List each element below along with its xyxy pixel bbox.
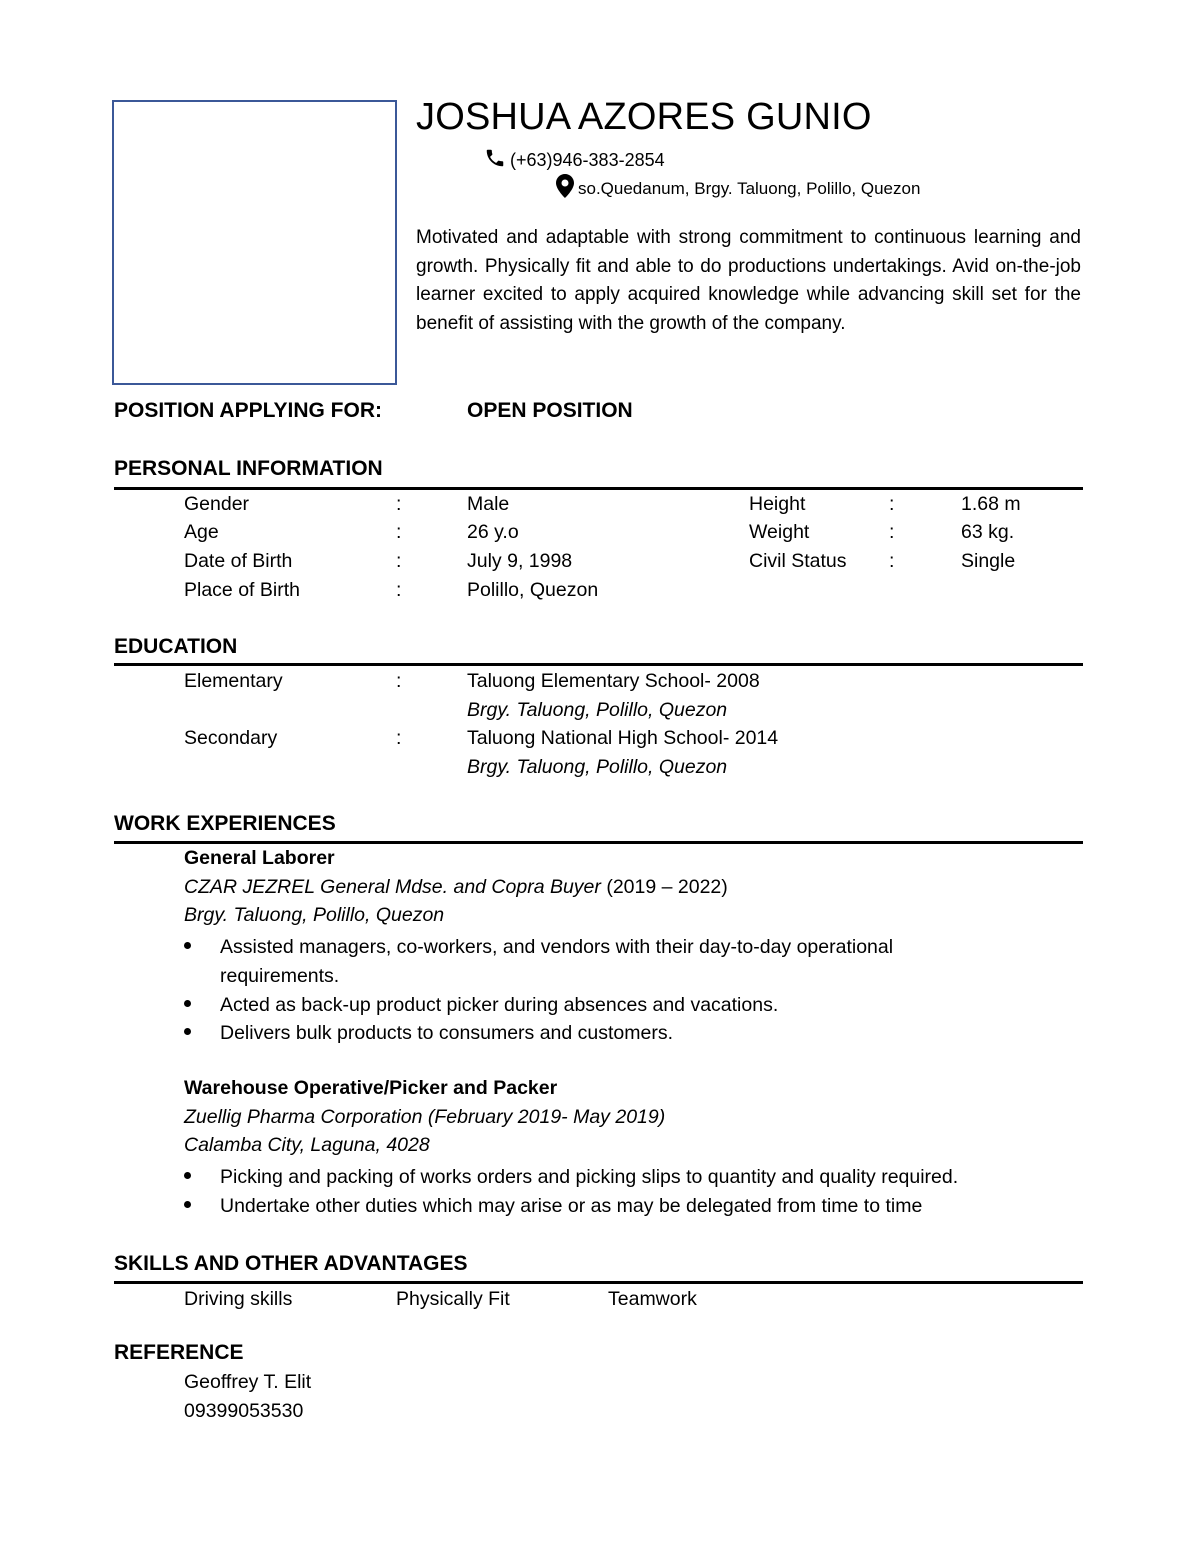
personal-label: Civil Status — [749, 550, 847, 572]
bullet-icon — [184, 942, 191, 949]
personal-value: July 9, 1998 — [467, 550, 573, 572]
bullet-icon — [184, 1201, 191, 1208]
personal-value: Single — [961, 550, 1016, 572]
personal-sep: : — [889, 493, 895, 515]
position-label: POSITION APPLYING FOR: — [114, 399, 382, 422]
personal-label: Height — [749, 493, 806, 515]
personal-sep: : — [889, 550, 895, 572]
list-item: Picking and packing of works orders and picking slips to quantity and quality required. — [184, 1163, 1084, 1192]
personal-value: 26 y.o — [467, 521, 519, 543]
education-sep: : — [396, 727, 402, 749]
personal-value: Male — [467, 493, 510, 515]
job-location: Brgy. Taluong, Polillo, Quezon — [184, 904, 445, 926]
personal-label: Weight — [749, 521, 810, 543]
list-item: Undertake other duties which may arise or as may be delegated from time to time — [184, 1192, 1084, 1221]
personal-sep: : — [396, 493, 402, 515]
reference-phone: 09399053530 — [184, 1400, 304, 1422]
job-role: Warehouse Operative/Picker and Packer — [184, 1077, 558, 1099]
job-period: (2019 – 2022) — [606, 876, 728, 898]
personal-label: Age — [184, 521, 219, 543]
personal-value: 1.68 m — [961, 493, 1021, 515]
bullet-icon — [184, 1028, 191, 1035]
position-value: OPEN POSITION — [467, 399, 633, 422]
job-company: Zuellig Pharma Corporation (February 2019- May 2019) — [184, 1106, 666, 1128]
section-divider — [114, 487, 1083, 490]
list-item: Delivers bulk products to consumers and customers. — [184, 1019, 1084, 1048]
job-company-line — [184, 876, 728, 899]
applicant-name: JOSHUA AZORES GUNIO — [416, 96, 872, 138]
personal-label: Date of Birth — [184, 550, 293, 572]
section-title-education: EDUCATION — [114, 635, 238, 658]
section-divider — [114, 841, 1083, 844]
education-location: Brgy. Taluong, Polillo, Quezon — [467, 699, 728, 721]
personal-label: Place of Birth — [184, 579, 300, 601]
skill-item: Physically Fit — [396, 1288, 510, 1310]
section-title-work: WORK EXPERIENCES — [114, 812, 336, 835]
personal-label: Gender — [184, 493, 250, 515]
section-divider — [114, 1281, 1083, 1284]
section-divider — [114, 663, 1083, 666]
education-level: Secondary — [184, 727, 278, 749]
education-school: Taluong National High School- 2014 — [467, 727, 779, 749]
personal-value: 63 kg. — [961, 521, 1015, 543]
personal-value: Polillo, Quezon — [467, 579, 599, 601]
photo-placeholder — [112, 100, 397, 385]
education-sep: : — [396, 670, 402, 692]
reference-name: Geoffrey T. Elit — [184, 1371, 312, 1393]
list-item-continuation: requirements. — [220, 965, 340, 987]
section-title-skills: SKILLS AND OTHER ADVANTAGES — [114, 1252, 468, 1275]
phone-number: (+63)946-383-2854 — [510, 150, 665, 170]
profile-summary: Motivated and adaptable with strong commitment to continuous learning and growth. Physically fit and able to do productions undertakings. Avid on-the-job learner excited to apply acquired knowledge while advancing skill set for the benefit of assisting with the growth of the company. — [416, 227, 1081, 335]
bullet-icon — [184, 1172, 191, 1179]
section-title-reference: REFERENCE — [114, 1341, 244, 1364]
section-title-personal: PERSONAL INFORMATION — [114, 457, 383, 480]
phone-line — [484, 147, 665, 174]
personal-sep: : — [396, 550, 402, 572]
bullet-icon — [184, 1000, 191, 1007]
personal-sep: : — [396, 579, 402, 601]
list-item: Assisted managers, co-workers, and vendors with their day-to-day operational — [184, 933, 1084, 962]
skill-item: Teamwork — [608, 1288, 697, 1310]
education-school: Taluong Elementary School- 2008 — [467, 670, 760, 692]
personal-sep: : — [889, 521, 895, 543]
job-company: CZAR JEZREL General Mdse. and Copra Buyer — [184, 876, 601, 898]
job-role: General Laborer — [184, 847, 335, 869]
skill-item: Driving skills — [184, 1288, 293, 1310]
education-location: Brgy. Taluong, Polillo, Quezon — [467, 756, 728, 778]
location-pin-icon — [556, 174, 578, 203]
address-text: so.Quedanum, Brgy. Taluong, Polillo, Quezon — [578, 178, 921, 198]
job-location: Calamba City, Laguna, 4028 — [184, 1134, 430, 1156]
education-level: Elementary — [184, 670, 283, 692]
address-line — [556, 174, 920, 203]
list-item: Acted as back-up product picker during absences and vacations. — [184, 991, 1084, 1020]
phone-icon — [484, 147, 510, 174]
personal-sep: : — [396, 521, 402, 543]
